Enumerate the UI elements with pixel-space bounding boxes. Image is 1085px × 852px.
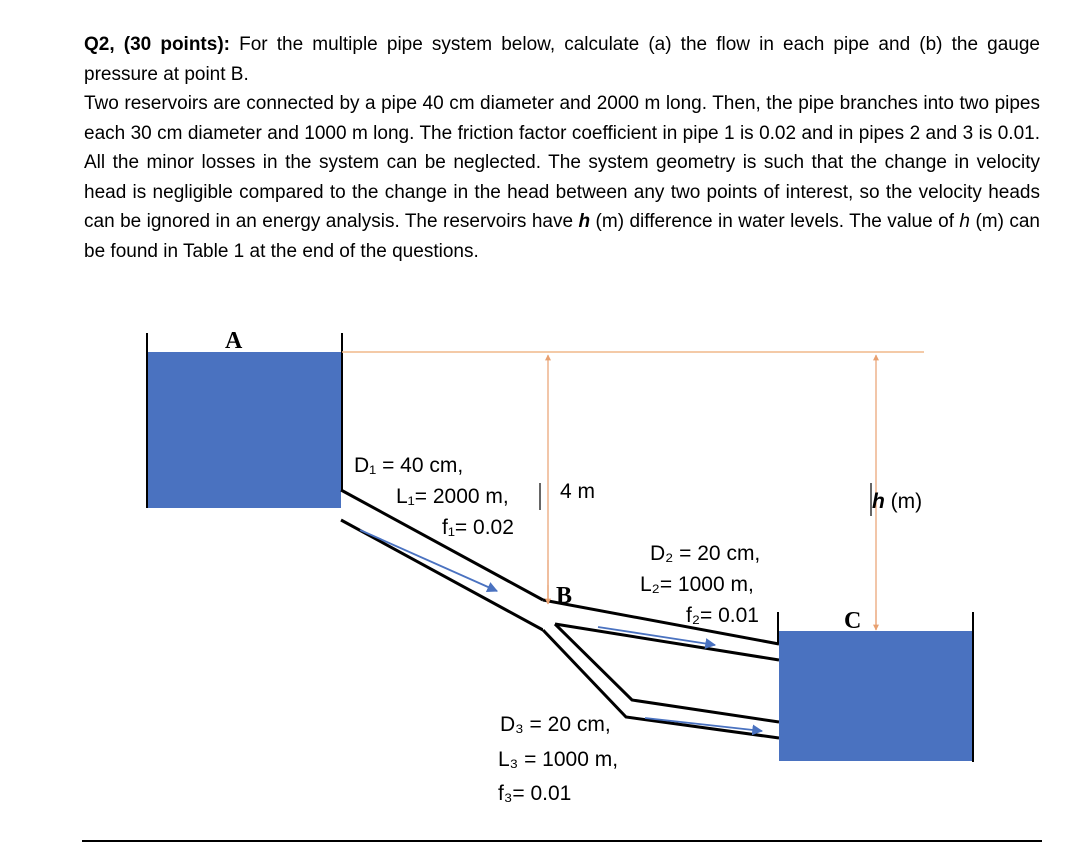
h-variable-bold: h — [578, 211, 591, 232]
pipe-3-diameter: D₃ = 20 cm, — [500, 713, 611, 736]
bottom-divider — [82, 840, 1042, 842]
head-h-label: h (m) — [872, 490, 923, 513]
drop-4m-label: 4 m — [560, 480, 596, 503]
pipe-1 — [341, 490, 543, 630]
pipe-2-length: L₂= 1000 m, — [640, 573, 754, 596]
pipe-1-diameter: D₁ = 40 cm, — [354, 454, 464, 477]
problem-description: Two reservoirs are connected by a pipe 40 cm diameter and 2000 m long. Then, the pipe branches into two pipes each 30 cm diameter and 1000 m long. The friction factor coefficient in pipe 1 is 0.02 and in pipes 2 and 3 is 0.01. All the minor losses in the system can be neglected. The system geometry is such that the change in velocity head is negligible compared to the change in the head between any two points of interest, so the velocity heads can be ignored in an energy analysis. The reservoirs have h (m) difference in water levels. The value of h (m) can be found in Table 1 at the end of the questions. — [84, 93, 1040, 262]
h-variable-italic: h — [959, 211, 970, 232]
pipe-3-length: L₃ = 1000 m, — [498, 748, 619, 771]
point-b-label: B — [556, 583, 573, 609]
reservoir-a-water — [148, 352, 341, 508]
point-c-label: C — [844, 608, 862, 634]
pipe-1-friction: f₁= 0.02 — [442, 516, 514, 539]
pipe-2-diameter: D₂ = 20 cm, — [650, 542, 761, 565]
question-number: Q2, (30 points): — [84, 34, 230, 55]
pipe-2-friction: f₂= 0.01 — [686, 604, 759, 627]
question-intro: For the multiple pipe system below, calculate (a) the flow in each pipe and (b) the gauge pressure at point B. — [84, 34, 1040, 85]
pipe-1-length: L₁= 2000 m, — [396, 485, 509, 508]
reservoir-c-water — [779, 631, 972, 761]
pipe-3-friction: f₃= 0.01 — [498, 782, 572, 805]
point-a-label: A — [225, 328, 243, 354]
